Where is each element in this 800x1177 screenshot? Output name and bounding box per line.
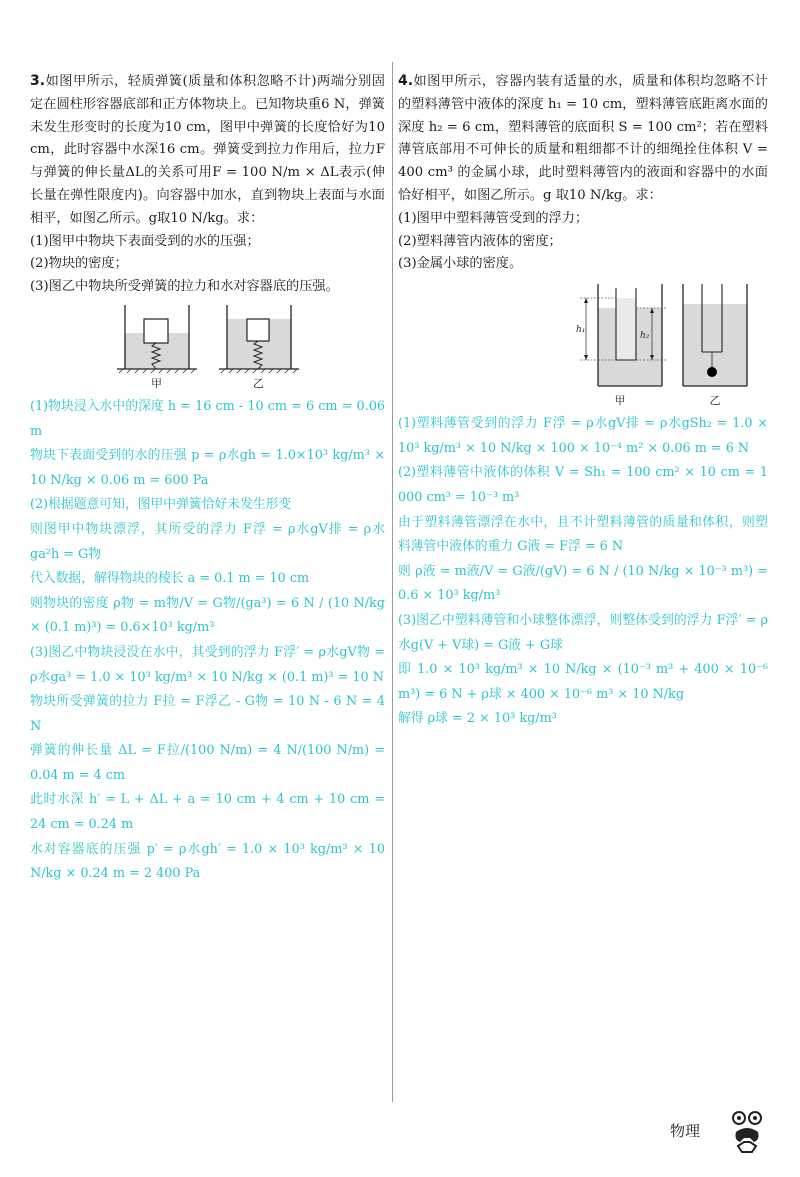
q4-answer-line: 则 ρ液 = m液/V = G液/(gV) = 6 N / (10 N/kg × 10⁻³ m³) = 0.6 × 10³ kg/m³ [398,563,768,604]
q4-figures [398,282,750,408]
q4-label-jia: 甲 [614,394,626,408]
q4-label-yi: 乙 [709,394,721,408]
q4-sub3: (3)金属小球的密度。 [398,256,523,272]
q4-answer-line: (1)塑料薄管受到的浮力 F浮 = ρ水gV排 = ρ水gSh₂ = 1.0 × 10³ kg/m³ × 10 N/kg × 100 × 10⁻⁴ m² × 0.06 m = 6 N [398,416,768,456]
footer-subject: 物理 [669,1122,700,1140]
question-3 [30,70,385,887]
q3-sub3: (3)图乙中物块所受弹簧的拉力和水对容器底的压强。 [30,279,339,295]
mascot-logo-icon [730,1110,764,1154]
q3-answer-line: (2)根据题意可知，图甲中弹簧恰好未发生形变 [30,497,292,513]
q3-answer-line: 则物块的密度 ρ物 = m物/V = G物/(ga³) = 6 N / (10 N/kg × (0.1 m)³) = 0.6×10³ kg/m³ [30,595,385,636]
q4-sub2: (2)塑料薄管内液体的密度； [398,233,562,249]
q3-number: 3. [30,73,46,89]
q3-answer-line: 则图甲中物块漂浮，其所受的浮力 F浮 = ρ水gV排 = ρ水ga²h = G物 [30,521,385,562]
q3-diagram-yi [217,305,301,377]
q3-answer-line: 代入数据，解得物块的棱长 a = 0.1 m = 10 cm [30,571,310,587]
q3-figures [30,305,385,391]
q3-label-jia: 甲 [151,376,162,390]
q4-stem: 4.如图甲所示，容器内装有适量的水，质量和体积均忽略不计的塑料薄管中液体的深度 h₁ = 10 cm，塑料薄管底距离水面的深度 h₂ = 6 cm，塑料薄管的底面积 S = 100 cm²；若在塑料薄管底部用不可伸长的质量和粗细都不计的细绳拴住体积 V = 400 cm³ 的金属小球，此时塑料薄管内的液面和容器中的水面恰好相平，如图乙所示。g 取10 N/kg。求： [398,73,768,203]
q3-answer-line: 此时水深 h′ = L + ΔL + a = 10 cm + 4 cm + 10 cm = 24 cm = 0.24 m [30,792,385,833]
q3-figure-jia [115,305,199,391]
q4-diagram-jia [574,282,666,394]
q3-stem-block [30,70,385,299]
q3-diagram-jia [115,305,199,377]
q3-sub1: (1)图甲中物块下表面受到的水的压强； [30,233,260,249]
q4-h1-label: h₁ [576,325,586,336]
q3-stem: 3.如图甲所示，轻质弹簧(质量和体积忽略不计)两端分别固定在圆柱形容器底部和正方体物块上。已知物块重6 N，弹簧未发生形变时的长度为10 cm，图甲中弹簧的长度恰好为10 cm，此时容器中水深16 cm。弹簧受到拉力作用后，拉力F与弹簧的伸长量ΔL的关系可用F = 100 N/m × ΔL表示(伸长量在弹性限度内)。向容器中加水，直到物块上表面与水面相平，如图乙所示。g取10 N/kg。求： [30,73,385,226]
q4-figure-yi [680,282,750,408]
q3-answer [30,395,385,887]
q4-answer-line: (3)图乙中塑料薄管和小球整体漂浮，则整体受到的浮力 F浮′ = ρ水g(V + V球) = G液 + G球 [398,612,768,653]
question-4 [398,70,768,732]
q3-sub2: (2)物块的密度； [30,256,128,272]
q4-stem-block [398,70,768,276]
q3-label-yi: 乙 [253,376,264,390]
q4-diagram-yi [680,282,750,394]
q3-figure-yi [217,305,301,391]
q3-answer-line: (3)图乙中物块浸没在水中，其受到的浮力 F浮′ = ρ水gV物 = ρ水ga³ = 1.0 × 10³ kg/m³ × 10 N/kg × (0.1 m)³ = 10 N [30,644,385,685]
q3-answer-line: (1)物块浸入水中的深度 h = 16 cm - 10 cm = 6 cm = 0.06 m [30,398,385,439]
q3-answer-line: 物块所受弹簧的拉力 F拉 = F浮乙 - G物 = 10 N - 6 N = 4 N [30,694,385,734]
q4-h2-label: h₂ [640,331,650,342]
q4-answer-line: 解得 ρ球 = 2 × 10³ kg/m³ [398,711,557,727]
q4-answer-line: (2)塑料薄管中液体的体积 V = Sh₁ = 100 cm² × 10 cm = 1 000 cm³ = 10⁻³ m³ [398,465,768,505]
q4-number: 4. [398,73,414,89]
q3-answer-line: 物块下表面受到的水的压强 p = ρ水gh = 1.0×10³ kg/m³ × 10 N/kg × 0.06 m = 600 Pa [30,448,385,488]
q3-answer-line: 弹簧的伸长量 ΔL = F拉/(100 N/m) = 4 N/(100 N/m) = 0.04 m = 4 cm [30,743,385,783]
q3-answer-line: 水对容器底的压强 p′ = ρ水gh′ = 1.0 × 10³ kg/m³ × 10 N/kg × 0.24 m = 2 400 Pa [30,841,385,882]
column-divider [392,62,393,1102]
q4-answer-line: 即 1.0 × 10³ kg/m³ × 10 N/kg × (10⁻³ m³ + 400 × 10⁻⁶ m³) = 6 N + ρ球 × 400 × 10⁻⁶ m³ × 10 N/kg [398,662,768,702]
q4-figure-jia [574,282,666,408]
q4-answer-line: 由于塑料薄管漂浮在水中，且不计塑料薄管的质量和体积，则塑料薄管中液体的重力 G液 = F浮 = 6 N [398,514,768,555]
q4-sub1: (1)图甲中塑料薄管受到的浮力； [398,210,589,226]
q4-answer [398,412,768,732]
